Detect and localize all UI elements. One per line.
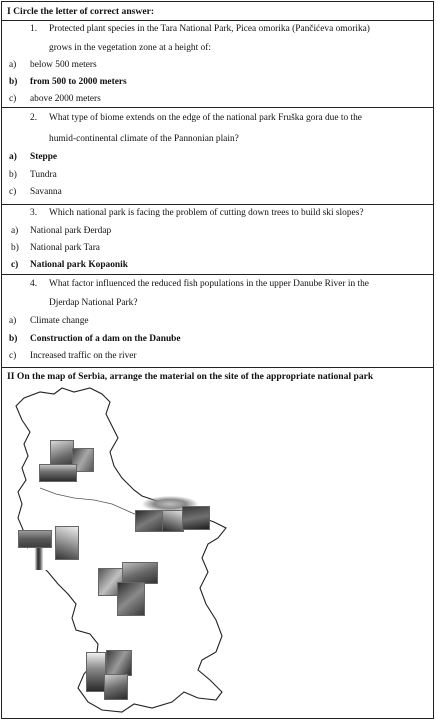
question-2-text-line-1: What type of biome extends on the edge of the national park Fruška gora due to the xyxy=(49,113,362,123)
question-3-option-a[interactable]: National park Đerdap xyxy=(30,226,112,236)
question-4-text-line-1: What factor influenced the reduced fish populations in the upper Danube River in the xyxy=(49,279,369,289)
question-1-row xyxy=(2,21,433,108)
question-1-option-b[interactable]: from 500 to 2000 meters xyxy=(30,77,127,87)
section2-block xyxy=(2,368,433,718)
question-1-option-a[interactable]: below 500 meters xyxy=(30,60,97,70)
question-1-option-c-letter[interactable]: c) xyxy=(9,94,17,104)
butterfly-photo[interactable] xyxy=(106,650,132,676)
plant-photo-center[interactable] xyxy=(117,582,145,616)
question-2-option-b-letter[interactable]: b) xyxy=(9,170,17,180)
question-1-number: 1. xyxy=(30,24,38,34)
question-4-number: 4. xyxy=(30,279,38,289)
question-4-option-b[interactable]: Construction of a dam on the Danube xyxy=(30,334,181,344)
question-2-text-line-2: humid-continental climate of the Pannonian plain? xyxy=(49,134,239,144)
steppe-photo[interactable] xyxy=(39,464,77,482)
question-2-option-a-letter[interactable]: a) xyxy=(9,152,17,162)
spruce-photo[interactable] xyxy=(28,548,50,570)
section1-title: I Circle the letter of correct answer: xyxy=(7,6,155,17)
question-3-row xyxy=(2,205,433,275)
section1-header-row xyxy=(2,2,433,21)
question-1-text-line-2: grows in the vegetation zone at a height of: xyxy=(49,43,211,53)
serbia-map xyxy=(2,368,435,723)
question-3-option-b[interactable]: National park Tara xyxy=(30,243,100,253)
bird-photo-center[interactable] xyxy=(122,562,158,584)
question-4-option-b-letter[interactable]: b) xyxy=(9,334,18,344)
question-3-option-c-letter[interactable]: c) xyxy=(11,260,19,270)
mountain-photo-east[interactable] xyxy=(182,506,210,530)
question-2-number: 2. xyxy=(30,113,38,123)
question-2-option-c-letter[interactable]: c) xyxy=(9,187,17,197)
plant-photo-south[interactable] xyxy=(104,674,128,700)
forest-photo-east[interactable] xyxy=(135,510,163,532)
question-3-number: 3. xyxy=(30,208,38,218)
worksheet xyxy=(1,1,434,719)
pine-photo-south[interactable] xyxy=(86,652,106,692)
question-3-text-line-1: Which national park is facing the problem of cutting down trees to build ski slopes? xyxy=(49,208,364,218)
question-4-option-a[interactable]: Climate change xyxy=(30,316,89,326)
question-3-option-c[interactable]: National park Kopaonik xyxy=(30,260,128,270)
question-1-option-b-letter[interactable]: b) xyxy=(9,77,18,87)
question-1-text-line-1: Protected plant species in the Tara National Park, Picea omorika (Pančićeva omorika) xyxy=(49,24,370,34)
question-4-option-c[interactable]: Increased traffic on the river xyxy=(30,351,137,361)
bear-photo[interactable] xyxy=(18,530,52,548)
question-2-option-c[interactable]: Savanna xyxy=(30,187,62,197)
question-3-option-a-letter[interactable]: a) xyxy=(11,226,19,236)
bird-photo-east[interactable] xyxy=(162,510,184,532)
question-4-text-line-2: Djerdap National Park? xyxy=(49,298,138,308)
eagle-photo[interactable] xyxy=(55,526,79,560)
section2-title: II On the map of Serbia, arrange the material on the site of the appropriate national park xyxy=(7,371,374,382)
question-4-row xyxy=(2,275,433,368)
question-4-option-c-letter[interactable]: c) xyxy=(9,351,17,361)
question-3-option-b-letter[interactable]: b) xyxy=(11,243,19,253)
question-1-option-a-letter[interactable]: a) xyxy=(9,60,17,70)
question-1-option-c[interactable]: above 2000 meters xyxy=(30,94,101,104)
question-2-row xyxy=(2,108,433,205)
question-2-option-b[interactable]: Tundra xyxy=(30,170,57,180)
question-4-option-a-letter[interactable]: a) xyxy=(9,316,17,326)
question-2-option-a[interactable]: Steppe xyxy=(30,152,58,162)
